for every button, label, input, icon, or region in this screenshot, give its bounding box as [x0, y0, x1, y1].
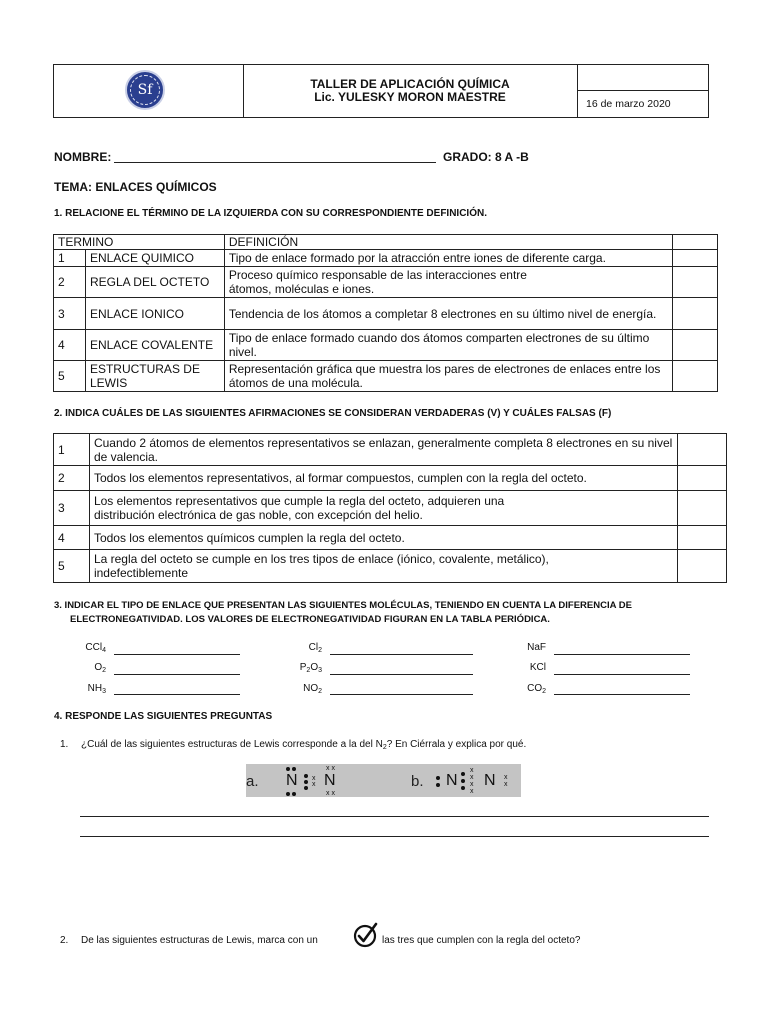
- row-number: 3: [54, 491, 90, 526]
- molecule-label: $NH_3$: [87, 683, 106, 695]
- option-a-label: a.: [246, 773, 259, 790]
- term-cell: ESTRUCTURAS DE LEWIS: [85, 361, 224, 392]
- row-number: 4: [54, 526, 90, 550]
- statement-cell: Los elementos representativos que cumple la regla del octeto, adquieren una distribución electrónica de gas noble, con excepción del helio.: [89, 491, 677, 526]
- answer-line[interactable]: [330, 654, 473, 655]
- term-cell: ENLACE QUIMICO: [85, 250, 224, 267]
- answer-cell[interactable]: [673, 298, 718, 330]
- logo-cell: [54, 65, 244, 117]
- topic-title: TEMA: ENLACES QUÍMICOS: [54, 180, 217, 194]
- table-row: [54, 330, 718, 361]
- answer-cell[interactable]: [678, 550, 727, 583]
- molecule-label: $CO_2$: [527, 683, 546, 695]
- option-b-label: b.: [411, 773, 424, 790]
- row-number: 5: [54, 361, 86, 392]
- molecule-label: CCl$_4$: [85, 642, 106, 654]
- true-false-table: [53, 433, 727, 583]
- table-row: [54, 361, 718, 392]
- molecule-label: $O_2$: [94, 662, 106, 674]
- section1-heading: 1. RELACIONE EL TÉRMINO DE LA IZQUIERDA CON SU CORRESPONDIENTE DEFINICIÓN.: [54, 208, 487, 219]
- answer-line[interactable]: [554, 694, 690, 695]
- atom-label: N: [484, 772, 496, 789]
- molecule-label: KCl: [529, 662, 546, 673]
- answer-line[interactable]: [554, 674, 690, 675]
- molecule-label: NaF: [527, 642, 546, 653]
- answer-line[interactable]: [114, 654, 240, 655]
- section3-heading-line2: ELECTRONEGATIVIDAD. LOS VALORES DE ELECTRONEGATIVIDAD FIGURAN EN LA TABLA PERIÓDICA.: [70, 614, 550, 625]
- row-number: 2: [54, 466, 90, 491]
- question1-number: 1.: [60, 739, 69, 750]
- answer-cell[interactable]: [678, 491, 727, 526]
- question2-number: 2.: [60, 935, 69, 946]
- definition-cell: Proceso químico responsable de las interacciones entre átomos, moléculas e iones.: [224, 267, 672, 298]
- answer-cell[interactable]: [673, 267, 718, 298]
- worksheet-date: 16 de marzo 2020: [586, 98, 671, 110]
- table-row: [54, 267, 718, 298]
- table-row: [54, 434, 727, 466]
- answer-line[interactable]: [80, 836, 709, 837]
- row-number: 3: [54, 298, 86, 330]
- definition-cell: Tipo de enlace formado por la atracción entre iones de diferente carga.: [224, 250, 672, 267]
- table-row: [54, 298, 718, 330]
- column-header-definition: DEFINICIÓN: [224, 235, 672, 250]
- name-input-line[interactable]: [114, 162, 436, 163]
- answer-line[interactable]: [554, 654, 690, 655]
- molecule-label: $NO_2$: [303, 683, 322, 695]
- table-row: [54, 466, 727, 491]
- answer-line[interactable]: [114, 694, 240, 695]
- question1-text: ¿Cuál de las siguientes estructuras de Lewis corresponde a la del $N_2$? En Ciérrala y explica por qué.: [81, 739, 527, 751]
- blank-cell: [578, 65, 708, 91]
- table-row: [54, 526, 727, 550]
- definition-cell: Tendencia de los átomos a completar 8 electrones en su último nivel de energía.: [224, 298, 672, 330]
- row-number: 1: [54, 434, 90, 466]
- atom-label: N: [446, 772, 458, 789]
- row-number: 2: [54, 267, 86, 298]
- answer-line[interactable]: [330, 674, 473, 675]
- name-label: NOMBRE:: [54, 150, 112, 164]
- row-number: 5: [54, 550, 90, 583]
- table-row: [54, 491, 727, 526]
- table-row: [54, 250, 718, 267]
- term-cell: REGLA DEL OCTETO: [85, 267, 224, 298]
- molecule-label: $P_2O_3$: [299, 662, 322, 674]
- question2-text-start: De las siguientes estructuras de Lewis, marca con un: [81, 935, 318, 946]
- answer-cell[interactable]: [678, 466, 727, 491]
- statement-cell: La regla del octeto se cumple en los tres tipos de enlace (iónico, covalente, metálico), indefectiblemente: [89, 550, 677, 583]
- statement-cell: Cuando 2 átomos de elementos representativos se enlazan, generalmente completa 8 electrones en su nivel de valencia.: [89, 434, 677, 466]
- question2-text-end: las tres que cumplen con la regla del octeto?: [382, 935, 581, 946]
- term-cell: ENLACE COVALENTE: [85, 330, 224, 361]
- table-header-row: [54, 235, 718, 250]
- statement-cell: Todos los elementos representativos, al formar compuestos, cumplen con la regla del octeto.: [89, 466, 677, 491]
- answer-cell[interactable]: [673, 361, 718, 392]
- section2-heading: 2. INDICA CUÁLES DE LAS SIGUIENTES AFIRMACIONES SE CONSIDERAN VERDADERAS (V) Y CUÁLES FALSAS (F): [54, 408, 612, 419]
- section3-heading-line1: 3. INDICAR EL TIPO DE ENLACE QUE PRESENTAN LAS SIGUIENTES MOLÉCULAS, TENIENDO EN CUENTA LA DIFERENCIA DE: [54, 600, 632, 611]
- answer-cell[interactable]: [673, 250, 718, 267]
- column-header-term: TERMINO: [54, 235, 225, 250]
- header-box: [53, 64, 709, 118]
- term-cell: ENLACE IONICO: [85, 298, 224, 330]
- molecule-label: $Cl_2$: [308, 642, 322, 654]
- answer-line[interactable]: [80, 816, 709, 817]
- definition-cell: Tipo de enlace formado cuando dos átomos comparten electrones de su último nivel.: [224, 330, 672, 361]
- matching-table: [53, 234, 718, 392]
- section4-heading: 4. RESPONDE LAS SIGUIENTES PREGUNTAS: [54, 711, 273, 722]
- checkmark-icon: [352, 922, 378, 948]
- teacher-name: Lic. YULESKY MORON MAESTRE: [314, 90, 506, 104]
- row-number: 4: [54, 330, 86, 361]
- answer-line[interactable]: [330, 694, 473, 695]
- answer-cell[interactable]: [678, 526, 727, 550]
- worksheet-title: TALLER DE APLICACIÓN QUÍMICA: [310, 77, 510, 91]
- lewis-structures-image: a. N x x N x x x x b. N x x x x N x x: [246, 764, 521, 797]
- title-cell: [243, 65, 578, 117]
- school-seal-icon: Sf: [125, 70, 165, 110]
- row-number: 1: [54, 250, 86, 267]
- definition-cell: Representación gráfica que muestra los pares de electrones de enlaces entre los átomos de una molécula.: [224, 361, 672, 392]
- table-row: [54, 550, 727, 583]
- date-cell: [578, 65, 708, 117]
- atom-label: N: [324, 772, 336, 789]
- statement-cell: Todos los elementos químicos cumplen la regla del octeto.: [89, 526, 677, 550]
- answer-cell[interactable]: [673, 330, 718, 361]
- answer-line[interactable]: [114, 674, 240, 675]
- answer-cell[interactable]: [678, 434, 727, 466]
- answer-cell[interactable]: [673, 235, 718, 250]
- atom-label: N: [286, 772, 298, 789]
- grade-label: GRADO: 8 A -B: [443, 150, 529, 164]
